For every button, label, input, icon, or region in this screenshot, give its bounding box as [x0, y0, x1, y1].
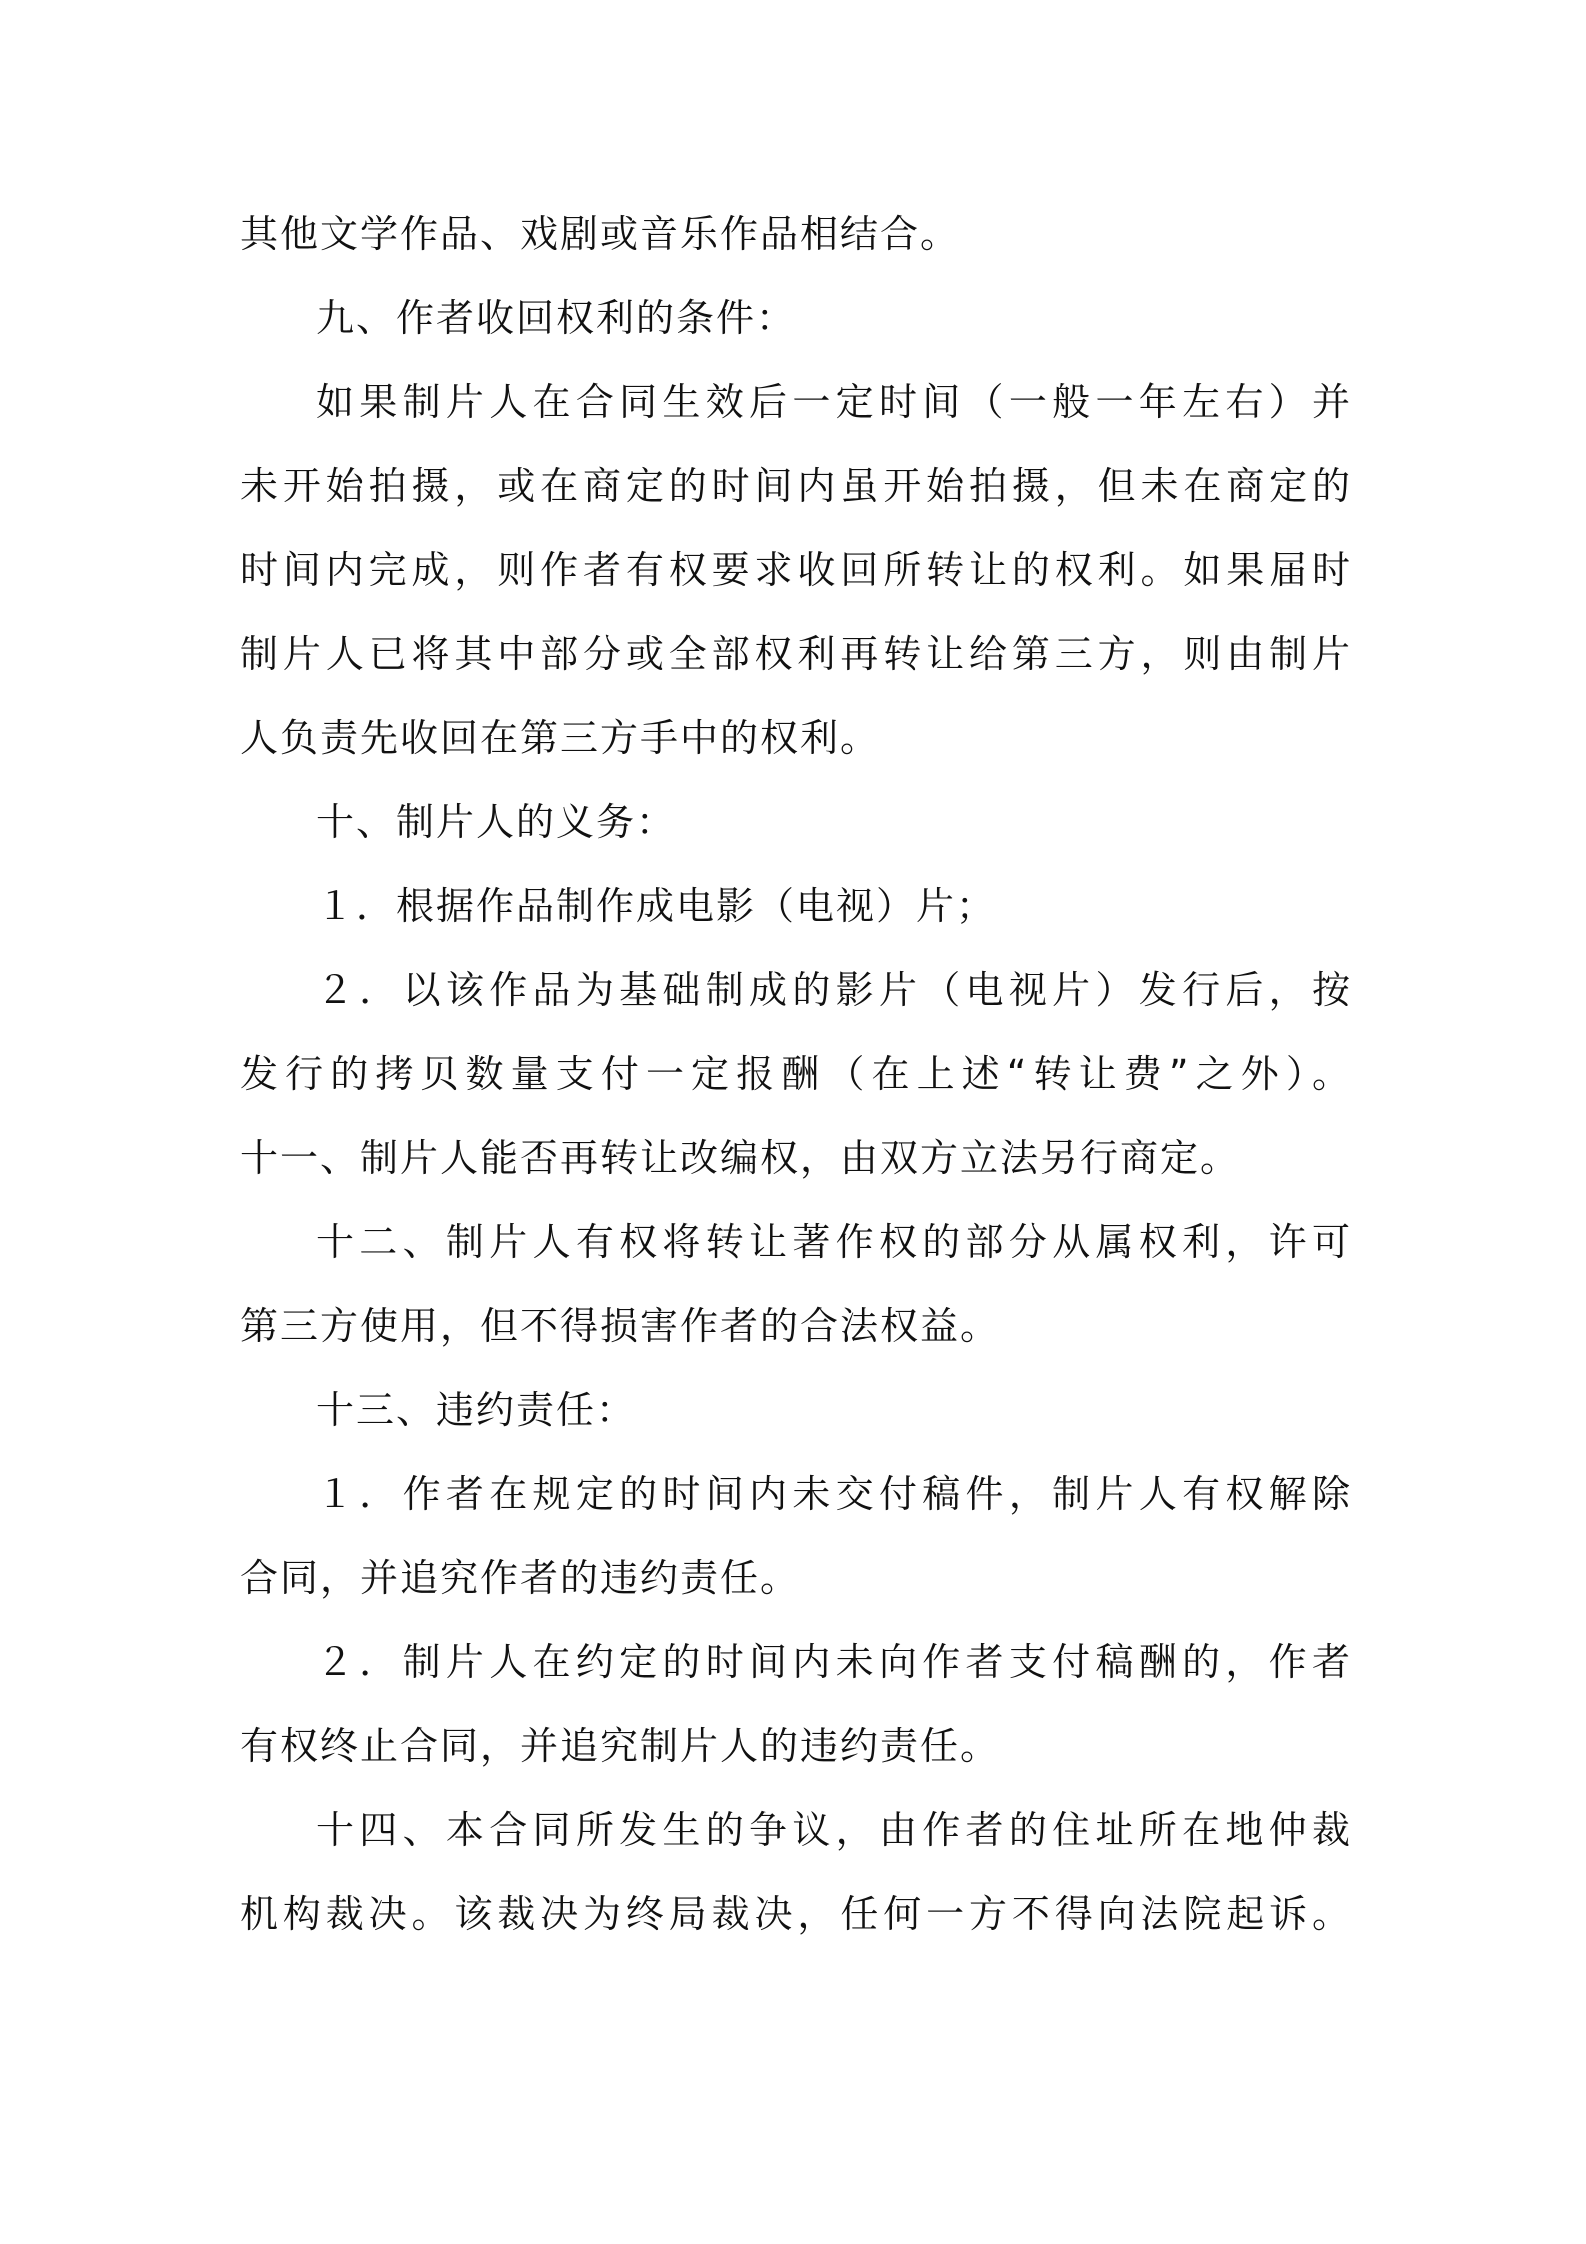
text-line: 第三方使用，但不得损害作者的合法权益。 [240, 1304, 1001, 1348]
text-line: 其他文学作品、戏剧或音乐作品相结合。 [240, 212, 961, 256]
text-line: 制片人已将其中部分或全部权利再转让给第三方，则由制片 [240, 632, 1352, 676]
text-line: 有权终止合同，并追究制片人的违约责任。 [240, 1724, 1001, 1768]
text-line: 未开始拍摄，或在商定的时间内虽开始拍摄，但未在商定的 [240, 464, 1352, 508]
text-line: 九、作者收回权利的条件： [316, 296, 797, 340]
text-line: 发行的拷贝数量支付一定报酬（在上述“转让费”之外）。 [240, 1052, 1352, 1096]
text-line: ２．制片人在约定的时间内未向作者支付稿酬的，作者 [316, 1640, 1352, 1684]
text-line: １．根据作品制作成电影（电视）片； [316, 884, 997, 928]
text-line: 机构裁决。该裁决为终局裁决，任何一方不得向法院起诉。 [240, 1892, 1352, 1936]
text-line: 十、制片人的义务： [316, 800, 677, 844]
text-line: 十三、违约责任： [316, 1388, 637, 1432]
document-page [240, 192, 1352, 1956]
text-line: 十一、制片人能否再转让改编权，由双方立法另行商定。 [240, 1136, 1241, 1180]
text-line: 如果制片人在合同生效后一定时间（一般一年左右）并 [316, 380, 1352, 424]
text-line: 合同，并追究作者的违约责任。 [240, 1556, 801, 1600]
text-line: 十二、制片人有权将转让著作权的部分从属权利，许可 [316, 1220, 1352, 1264]
text-line: 十四、本合同所发生的争议，由作者的住址所在地仲裁 [316, 1808, 1352, 1852]
text-line: ２．以该作品为基础制成的影片（电视片）发行后，按 [316, 968, 1352, 1012]
text-line: 人负责先收回在第三方手中的权利。 [240, 716, 881, 760]
text-line: １．作者在规定的时间内未交付稿件，制片人有权解除 [316, 1472, 1352, 1516]
text-line: 时间内完成，则作者有权要求收回所转让的权利。如果届时 [240, 548, 1352, 592]
